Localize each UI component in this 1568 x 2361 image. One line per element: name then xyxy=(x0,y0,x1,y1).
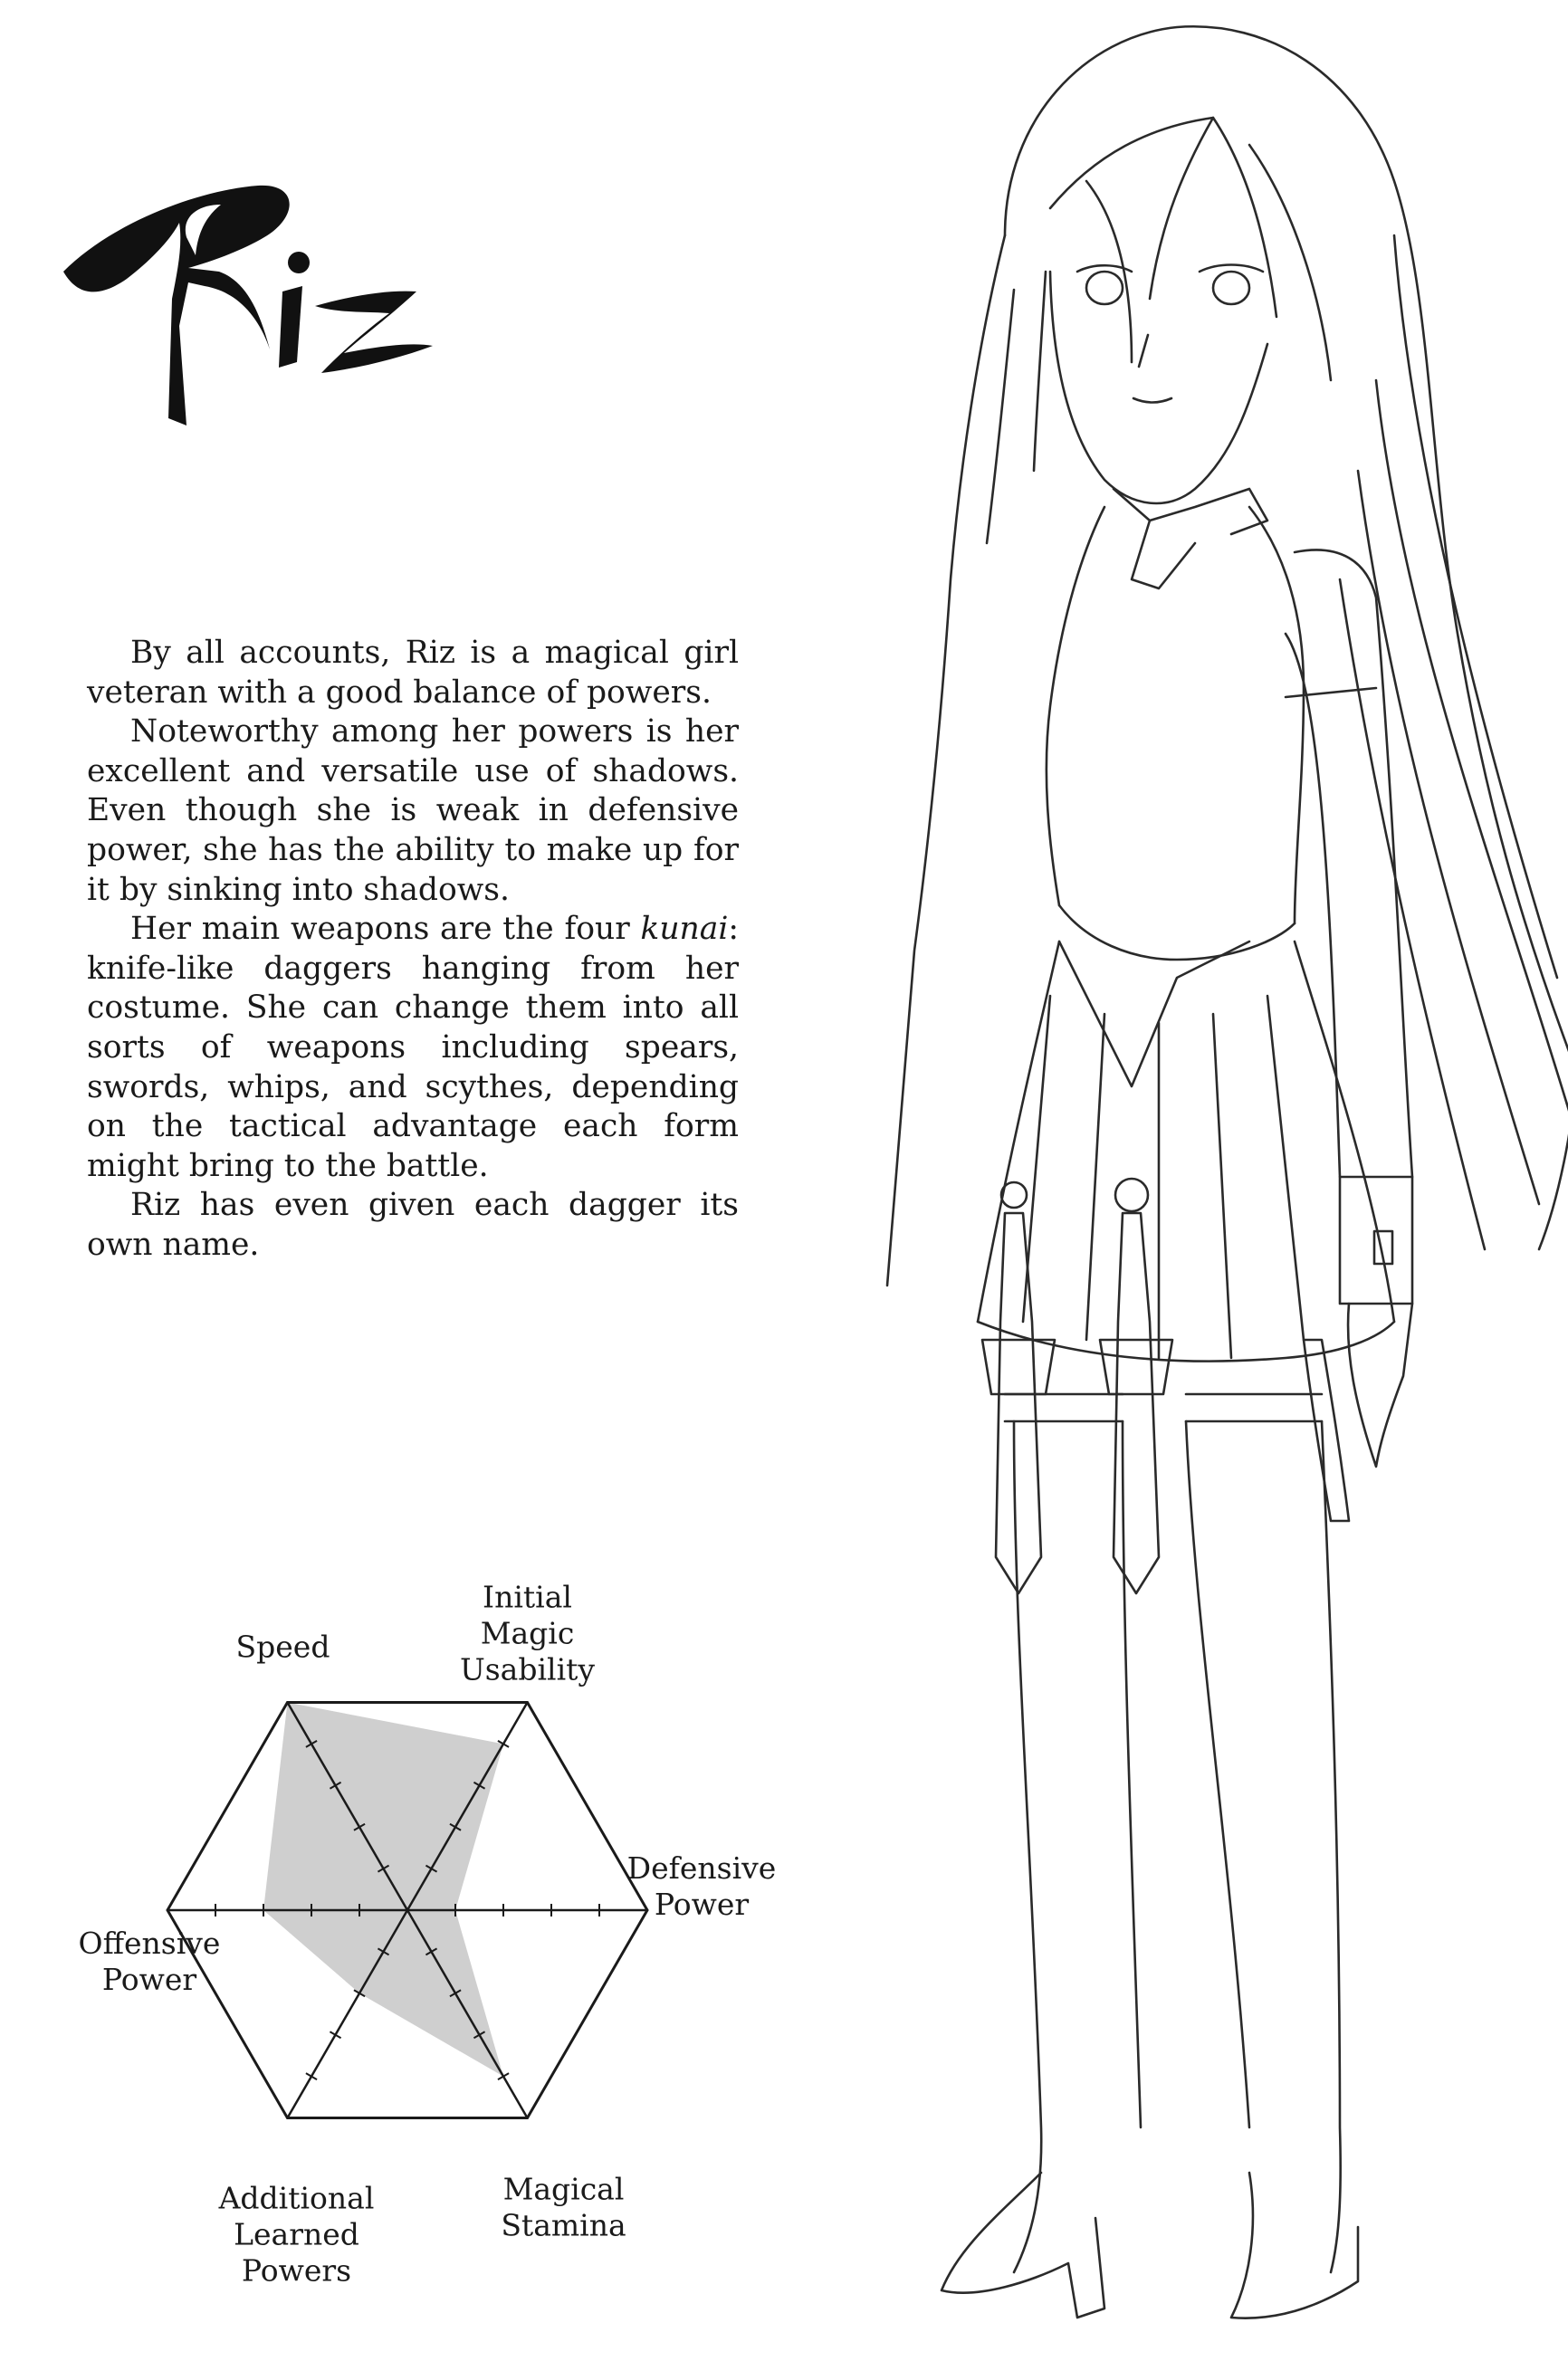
paragraph-3-text-b: : knife-like daggers hanging from her costume. She can change them into all sorts of weapons including spears, swords, whips, and scythes, depending on the tactical advantage each form might bring to the battle. xyxy=(87,911,739,1184)
radar-label-magical-stamina: Magical Stamina xyxy=(501,2171,626,2243)
radar-label-additional-learned-powers: Additional Learned Powers xyxy=(218,2180,375,2289)
radar-label-initial-magic-usability: Initial Magic Usability xyxy=(459,1579,596,1687)
profile-paragraph-3 xyxy=(87,910,739,1186)
radar-label-defensive-power: Defensive Power xyxy=(626,1850,777,1922)
profile-paragraph-2: Noteworthy among her powers is her excellent and versatile use of shadows. Even though she is weak in defensive power, she has the ability to make up for it by sinking into shadows. xyxy=(87,713,739,908)
stat-radar-chart xyxy=(54,1530,779,2289)
stat-area xyxy=(263,1703,503,2077)
paragraph-3-text-a: Her main weapons are the four xyxy=(130,911,641,948)
radar-label-offensive-power: Offensive Power xyxy=(78,1926,221,1997)
profile-text xyxy=(87,634,739,1266)
character-name-logo xyxy=(27,136,453,444)
profile-paragraph-1: By all accounts, Riz is a magical girl veteran with a good balance of powers. xyxy=(87,635,739,711)
kunai-emphasis: kunai xyxy=(640,911,729,948)
radar-label-speed: Speed xyxy=(235,1629,330,1665)
profile-paragraph-4: Riz has even given each dagger its own name. xyxy=(87,1187,739,1263)
character-illustration xyxy=(706,0,1568,2361)
